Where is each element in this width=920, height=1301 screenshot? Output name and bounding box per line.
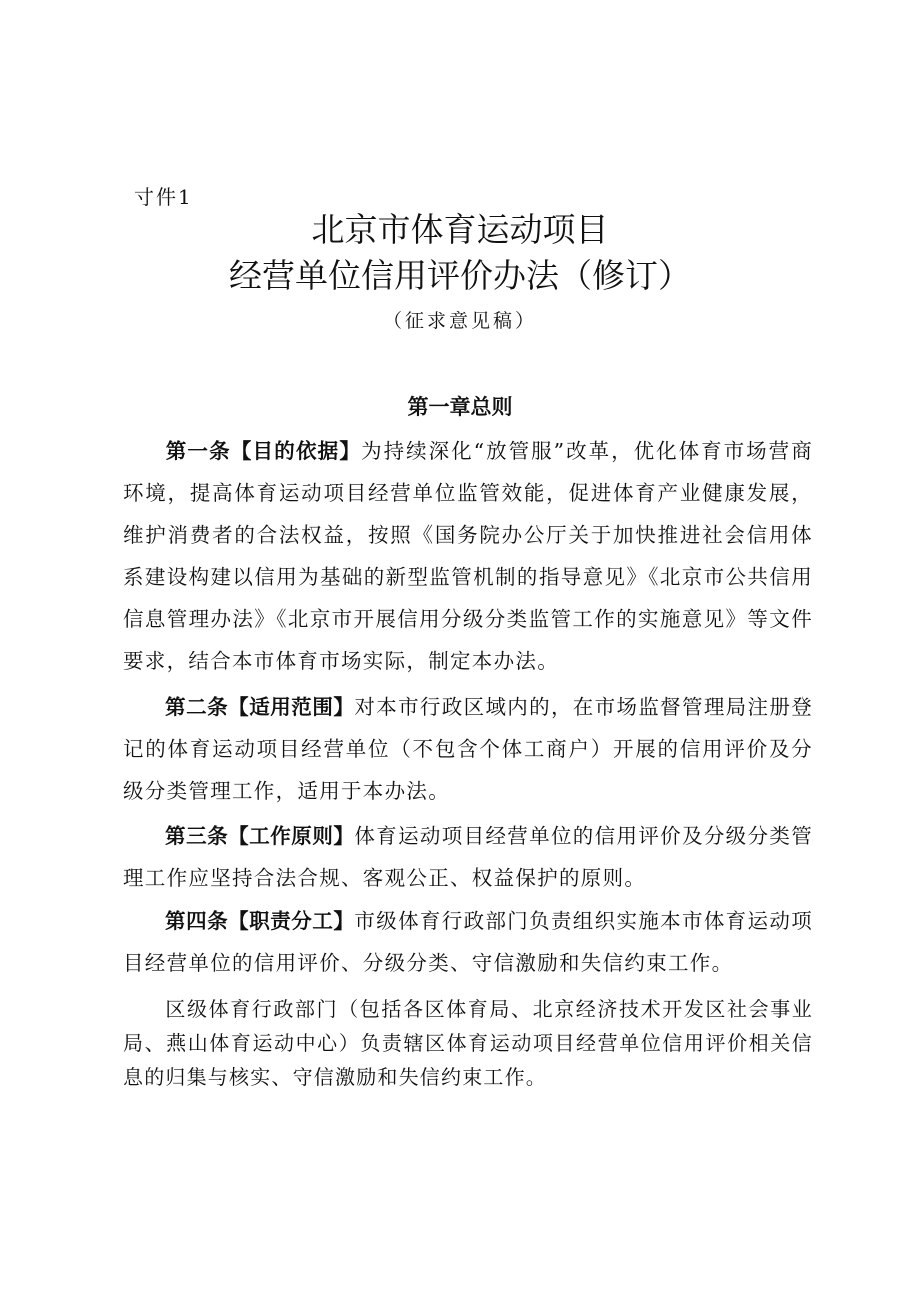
chapter-title: 第一章总则 — [407, 395, 513, 419]
article-3-heading: 第三条【工作原则】 — [165, 824, 355, 848]
article-1-heading: 第一条【目的依据】 — [165, 439, 362, 463]
article-4-heading: 第四条【职责分工】 — [165, 909, 355, 933]
article-4-text: 市级体育行政部门负责组织实施本市体育运动项目经营单位的信用评价、分级分类、守信激励和失信约束工作。 — [123, 909, 813, 975]
article-2-heading: 第二条【适用范围】 — [165, 695, 355, 719]
article-1-text: 为持续深化“放管服”改革，优化体育市场营商环境，提高体育运动项目经营单位监管效能，促进体育产业健康发展，维护消费者的合法权益，按照《国务院办公厅关于加快推进社会信用体系建设构建以信用为基础的新型监管机制的指导意见》《北京市公共信用信息管理办法》《北京市开展信用分级分类监管工作的实施意见》等文件要求，结合本市体育市场实际，制定本办法。 — [123, 439, 813, 673]
article-3-text: 体育运动项目经营单位的信用评价及分级分类管理工作应坚持合法合规、客观公正、权益保护的原则。 — [123, 824, 813, 890]
document-title-line-2: 经营单位信用评价办法（修订） — [229, 256, 691, 295]
article-4 — [123, 900, 813, 984]
article-2-text: 对本市行政区域内的，在市场监督管理局注册登记的体育运动项目经营单位（不包含个体工商户）开展的信用评价及分级分类管理工作，适用于本办法。 — [123, 695, 813, 803]
article-2 — [123, 686, 813, 812]
document-subtitle: （征求意见稿） — [382, 310, 537, 332]
closing-paragraph — [123, 992, 813, 1094]
document-title-line-1: 北京市体育运动项目 — [311, 210, 609, 249]
article-1 — [123, 430, 813, 682]
closing-paragraph-text: 区级体育行政部门（包括各区体育局、北京经济技术开发区社会事业局、燕山体育运动中心）负责辖区体育运动项目经营单位信用评价相关信息的归集与核实、守信激励和失信约束工作。 — [123, 997, 813, 1089]
attachment-label: 寸件1 — [134, 185, 193, 209]
article-3 — [123, 815, 813, 899]
